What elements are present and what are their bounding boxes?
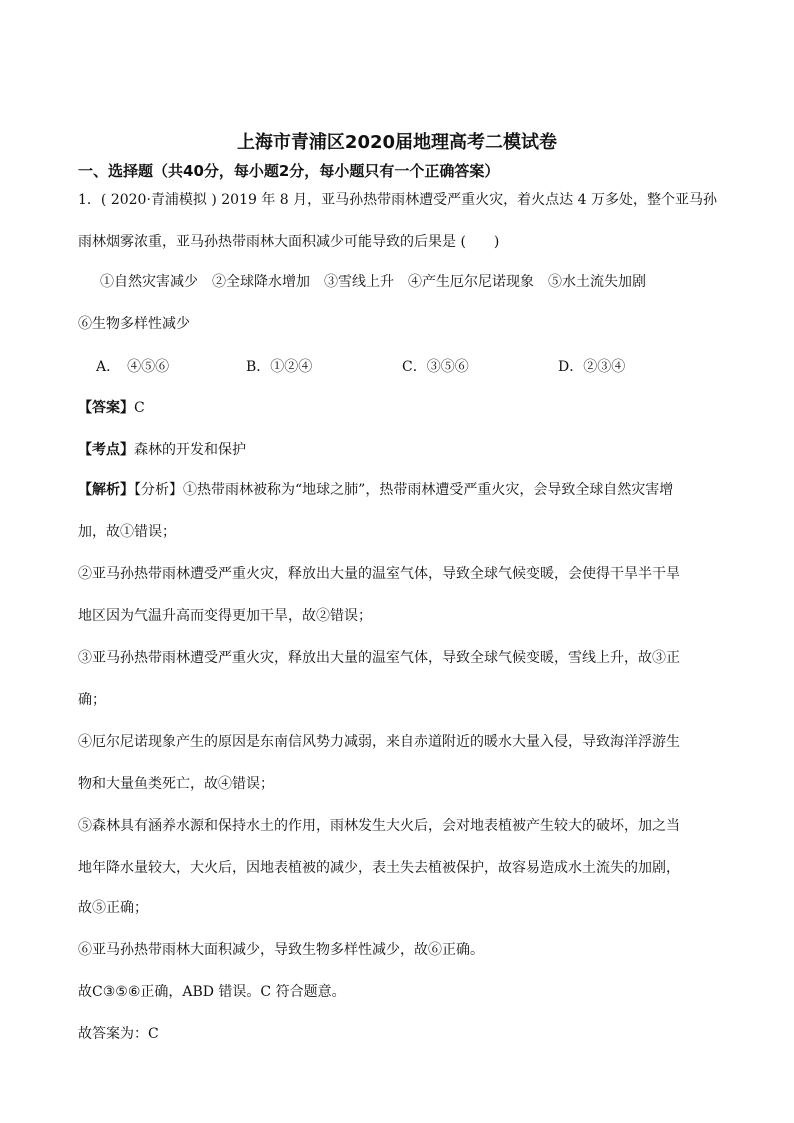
analysis-line-1-text: 【分析】①热带雨林被称为“地球之肺”，热带雨林遭受严重火灾，会导致全球自然灾害增 bbox=[134, 482, 674, 498]
analysis-label: 【解析】 bbox=[78, 482, 134, 498]
analysis-line-5: ③亚马孙热带雨林遭受严重火灾，释放出大量的温室气体，导致全球气候变暖，雪线上升，故③正 bbox=[78, 650, 680, 666]
knowledge-label: 【考点】 bbox=[78, 442, 134, 458]
analysis-line-7: ④厄尔尼诺现象产生的原因是东南信风势力减弱，来自赤道附近的暖水大量入侵，导致海洋浮游生 bbox=[78, 734, 680, 750]
analysis-line-10: 地年降水量较大，大火后，因地表植被的减少，表土失去植被保护，故容易造成水土流失的加剧， bbox=[78, 860, 680, 876]
knowledge-row bbox=[78, 440, 246, 460]
option-b: B．①②④ bbox=[246, 359, 313, 375]
knowledge-value: 森林的开发和保护 bbox=[134, 442, 246, 458]
answer-value: C bbox=[134, 400, 145, 416]
section-heading: 一、选择题（共40分，每小题2分，每小题只有一个正确答案） bbox=[78, 162, 500, 180]
analysis-line-13: 故C③⑤⑥正确，ABD 错误。C 符合题意。 bbox=[78, 984, 346, 1000]
question-text-line-1: 1．( 2020·青浦模拟 ) 2019 年 8 月，亚马孙热带雨林遭受严重火灾，着火点达 4 万多处，整个亚马孙 bbox=[78, 192, 717, 208]
question-statements-line-2: ⑥生物多样性减少 bbox=[78, 316, 190, 332]
analysis-line-11: 故⑤正确； bbox=[78, 900, 148, 916]
analysis-line-14: 故答案为：C bbox=[78, 1026, 159, 1042]
option-a: A． ④⑤⑥ bbox=[96, 359, 170, 375]
answer-row bbox=[78, 398, 145, 418]
analysis-line-2: 加，故①错误； bbox=[78, 524, 176, 540]
option-c: C．③⑤⑥ bbox=[402, 359, 469, 375]
analysis-line-4: 地区因为气温升高而变得更加干旱，故②错误； bbox=[78, 608, 372, 624]
option-d: D．②③④ bbox=[558, 359, 626, 375]
analysis-line-9: ⑤森林具有涵养水源和保持水土的作用，雨林发生大火后，会对地表植被产生较大的破坏，加之当 bbox=[78, 818, 680, 834]
answer-label: 【答案】 bbox=[78, 400, 134, 416]
question-statements-line-1: ①自然灾害减少 ②全球降水增加 ③雪线上升 ④产生厄尔尼诺现象 ⑤水土流失加剧 bbox=[100, 274, 646, 290]
question-text-line-2: 雨林烟雾浓重，亚马孙热带雨林大面积减少可能导致的后果是 ( ) bbox=[78, 234, 500, 250]
analysis-line-8: 物和大量鱼类死亡，故④错误； bbox=[78, 776, 274, 792]
analysis-line-12: ⑥亚马孙热带雨林大面积减少，导致生物多样性减少，故⑥正确。 bbox=[78, 942, 484, 958]
analysis-line-3: ②亚马孙热带雨林遭受严重火灾，释放出大量的温室气体，导致全球气候变暖，会使得干旱半干旱 bbox=[78, 566, 680, 582]
document-title: 上海市青浦区2020届地理高考二模试卷 bbox=[236, 132, 558, 153]
analysis-line-1 bbox=[78, 480, 673, 500]
analysis-line-6: 确； bbox=[78, 692, 106, 708]
